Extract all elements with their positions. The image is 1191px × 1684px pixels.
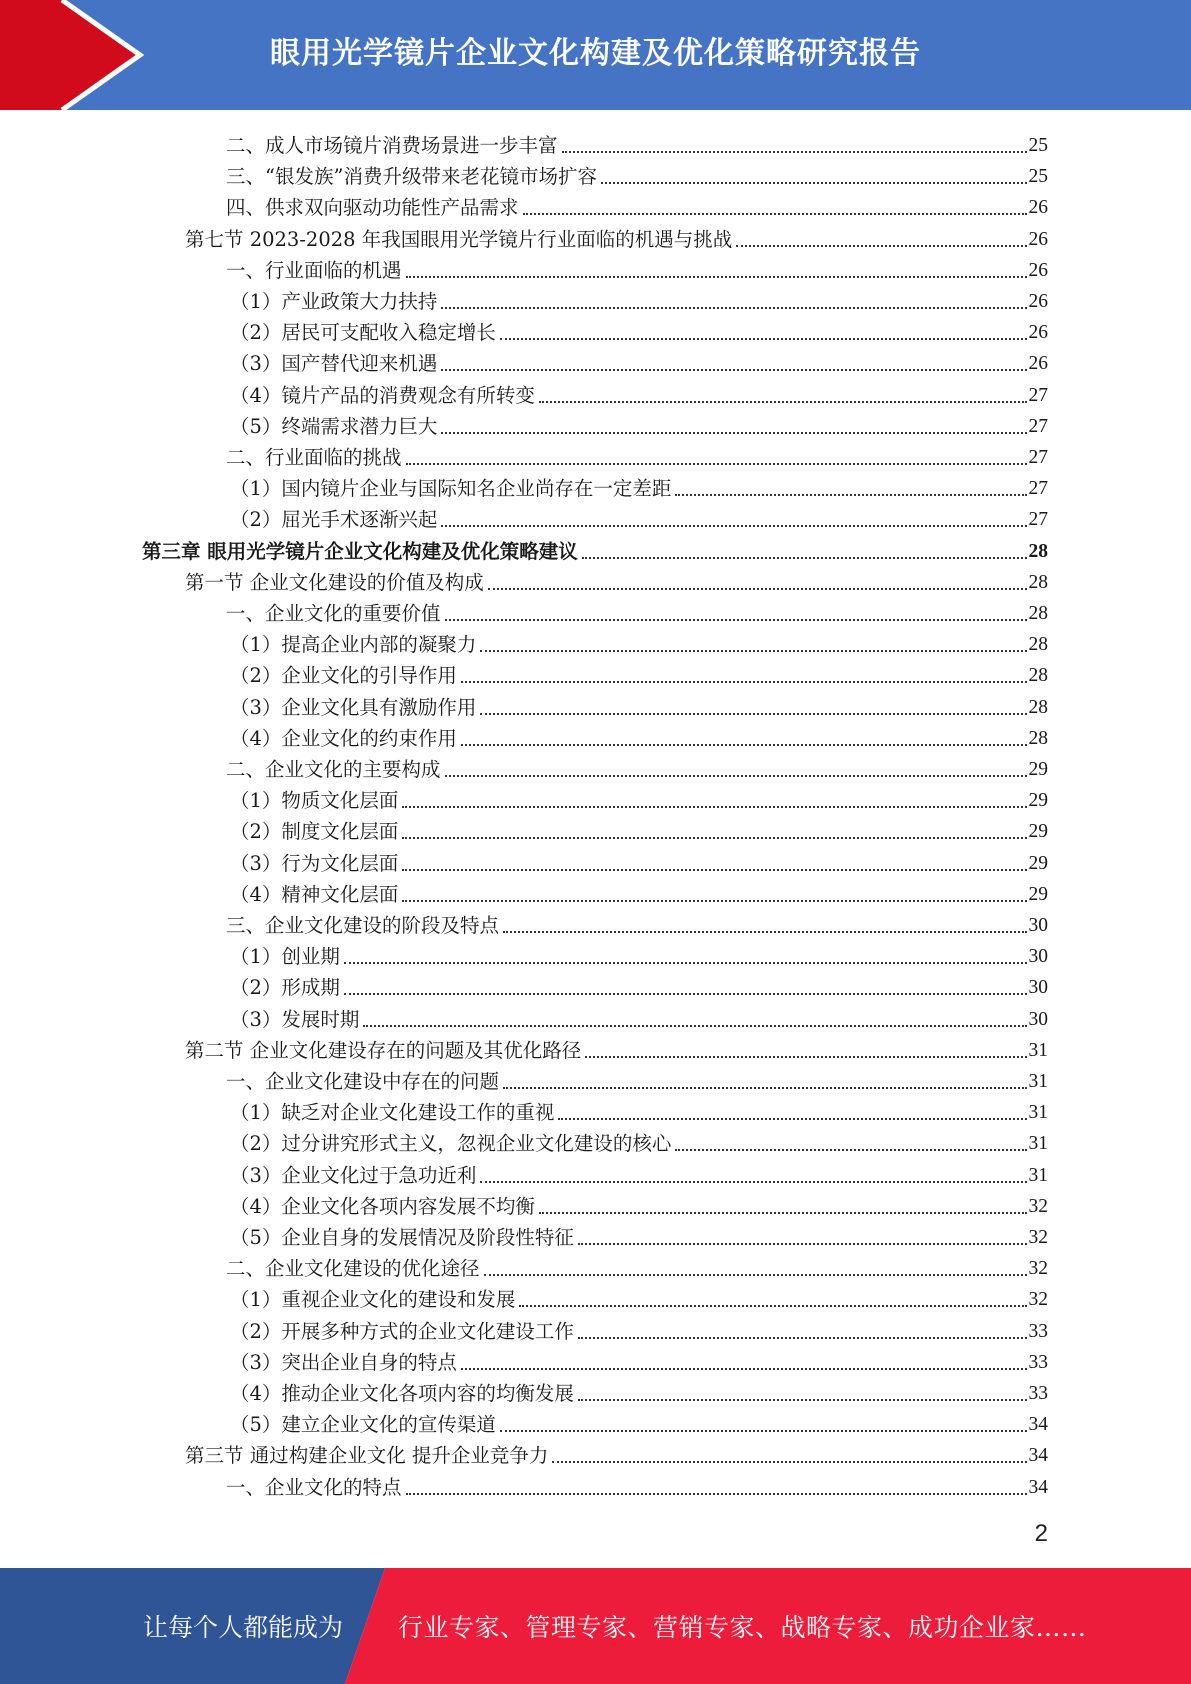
toc-leader-dots bbox=[503, 1087, 1026, 1089]
toc-leader-dots bbox=[585, 1056, 1026, 1058]
toc-entry-title: （1）提高企业内部的凝聚力 bbox=[230, 633, 477, 657]
toc-entry-title: （5）建立企业文化的宣传渠道 bbox=[230, 1413, 496, 1437]
toc-leader-dots bbox=[500, 338, 1027, 340]
toc-entry-title: 第二节 企业文化建设存在的问题及其优化路径 bbox=[185, 1038, 582, 1062]
toc-entry-title: （4）推动企业文化各项内容的均衡发展 bbox=[230, 1382, 574, 1405]
toc-entry-title: （1）产业政策大力扶持 bbox=[230, 290, 438, 313]
toc-entry[interactable] bbox=[226, 1063, 1048, 1094]
toc-entry-title: （3）国产替代迎来机遇 bbox=[230, 352, 438, 376]
toc-entry[interactable] bbox=[230, 938, 1048, 969]
toc-leader-dots bbox=[441, 432, 1026, 434]
toc-entry[interactable] bbox=[230, 1344, 1048, 1375]
toc-leader-dots bbox=[344, 962, 1027, 964]
toc-entry[interactable] bbox=[226, 907, 1048, 938]
toc-leader-dots bbox=[582, 557, 1027, 559]
toc-entry-title: （2）制度文化层面 bbox=[230, 820, 399, 844]
toc-page-number: 31 bbox=[1028, 1071, 1048, 1092]
toc-leader-dots bbox=[552, 1461, 1026, 1463]
toc-page-number: 33 bbox=[1028, 1383, 1048, 1404]
page-number: 2 bbox=[1034, 1520, 1048, 1547]
toc-entry[interactable] bbox=[230, 1281, 1048, 1312]
toc-leader-dots bbox=[441, 369, 1026, 371]
toc-entry-title: （1）缺乏对企业文化建设工作的重视 bbox=[230, 1101, 555, 1125]
toc-page-number: 30 bbox=[1028, 946, 1048, 968]
toc-entry[interactable] bbox=[230, 283, 1048, 314]
toc-page-number: 34 bbox=[1028, 1414, 1048, 1436]
toc-leader-dots bbox=[675, 1149, 1026, 1151]
toc-page-number: 26 bbox=[1028, 322, 1048, 344]
toc-entry-title: 一、企业文化建设中存在的问题 bbox=[226, 1070, 500, 1093]
toc-leader-dots bbox=[461, 1368, 1027, 1370]
toc-entry-title: 三、“银发族”消费升级带来老花镜市场扩容 bbox=[226, 165, 597, 189]
toc-leader-dots bbox=[578, 1399, 1027, 1401]
toc-leader-dots bbox=[562, 151, 1027, 153]
toc-leader-dots bbox=[578, 1337, 1027, 1339]
toc-leader-dots bbox=[402, 869, 1026, 871]
toc-leader-dots bbox=[503, 931, 1026, 933]
toc-entry[interactable] bbox=[230, 626, 1048, 657]
toc-page-number: 26 bbox=[1028, 259, 1048, 281]
toc-entry[interactable] bbox=[230, 720, 1048, 751]
toc-entry-title: （2）形成期 bbox=[230, 976, 340, 1000]
toc-entry[interactable] bbox=[230, 813, 1048, 844]
toc-leader-dots bbox=[480, 650, 1026, 652]
toc-entry[interactable] bbox=[230, 345, 1048, 376]
toc-page-number: 34 bbox=[1028, 1476, 1048, 1498]
toc-page-number: 26 bbox=[1028, 291, 1048, 312]
toc-page-number: 29 bbox=[1028, 790, 1048, 812]
toc-entry-title: （1）重视企业文化的建设和发展 bbox=[230, 1288, 516, 1312]
toc-entry-title: 一、行业面临的机遇 bbox=[226, 258, 402, 282]
toc-entry-title: 第三节 通过构建企业文化 提升企业竞争力 bbox=[185, 1444, 549, 1468]
toc-leader-dots bbox=[480, 713, 1026, 715]
toc-entry[interactable] bbox=[185, 1437, 1048, 1468]
toc-entry[interactable] bbox=[226, 1469, 1048, 1500]
toc-entry-title: （3）突出企业自身的特点 bbox=[230, 1350, 457, 1374]
toc-leader-dots bbox=[461, 744, 1027, 746]
toc-entry[interactable] bbox=[226, 189, 1048, 220]
toc-page-number: 25 bbox=[1028, 135, 1048, 156]
toc-entry[interactable] bbox=[230, 782, 1048, 813]
toc-page-number: 31 bbox=[1028, 1164, 1048, 1186]
toc-entry[interactable] bbox=[226, 595, 1048, 626]
toc-entry[interactable] bbox=[185, 564, 1048, 595]
toc-entry[interactable] bbox=[230, 657, 1048, 688]
toc-entry[interactable] bbox=[230, 1157, 1048, 1188]
toc-page-number: 34 bbox=[1028, 1445, 1048, 1467]
toc-entry-title: （4）企业文化各项内容发展不均衡 bbox=[230, 1194, 535, 1218]
toc-entry-title: （3）行为文化层面 bbox=[230, 851, 399, 875]
toc-leader-dots bbox=[406, 463, 1027, 465]
toc-leader-dots bbox=[539, 401, 1027, 403]
toc-entry-title: （2）开展多种方式的企业文化建设工作 bbox=[230, 1319, 574, 1343]
toc-leader-dots bbox=[406, 276, 1027, 278]
toc-page-number: 26 bbox=[1028, 353, 1048, 375]
toc-page-number: 27 bbox=[1028, 509, 1048, 531]
toc-entry[interactable] bbox=[226, 127, 1048, 158]
toc-page-number: 27 bbox=[1028, 478, 1048, 500]
toc-entry-title: （1）物质文化层面 bbox=[230, 789, 399, 813]
toc-leader-dots bbox=[488, 588, 1027, 590]
toc-page-number: 28 bbox=[1028, 634, 1048, 656]
toc-leader-dots bbox=[675, 494, 1026, 496]
toc-entry[interactable] bbox=[230, 1313, 1048, 1344]
toc-leader-dots bbox=[736, 245, 1026, 247]
toc-entry[interactable] bbox=[230, 845, 1048, 876]
toc-page-number: 25 bbox=[1028, 166, 1048, 188]
toc-entry-title: 二、成人市场镜片消费场景进一步丰富 bbox=[226, 134, 558, 157]
report-title: 眼用光学镜片企业文化构建及优化策略研究报告 bbox=[270, 36, 921, 71]
toc-entry-title: （1）创业期 bbox=[230, 945, 340, 969]
toc-leader-dots bbox=[344, 993, 1027, 995]
toc-page-number: 29 bbox=[1028, 852, 1048, 874]
toc-entry[interactable] bbox=[230, 408, 1048, 439]
toc-leader-dots bbox=[480, 1181, 1026, 1183]
toc-page-number: 31 bbox=[1028, 1133, 1048, 1155]
toc-leader-dots bbox=[406, 1493, 1027, 1495]
toc-leader-dots bbox=[484, 1274, 1027, 1276]
footer-slogan-left: 让每个人都能成为 bbox=[143, 1613, 344, 1642]
toc-entry-title: （5）企业自身的发展情况及阶段性特征 bbox=[230, 1226, 574, 1249]
toc-entry-title: （5）终端需求潜力巨大 bbox=[230, 414, 438, 438]
toc-entry-title: （2）企业文化的引导作用 bbox=[230, 664, 457, 688]
toc-entry[interactable] bbox=[230, 501, 1048, 532]
toc-page-number: 28 bbox=[1028, 571, 1048, 593]
toc-leader-dots bbox=[441, 525, 1026, 527]
toc-entry[interactable] bbox=[230, 876, 1048, 907]
toc-page-number: 28 bbox=[1028, 696, 1048, 718]
toc-leader-dots bbox=[578, 1243, 1027, 1245]
toc-entry-title: 二、行业面临的挑战 bbox=[226, 446, 402, 469]
toc-entry-title: 二、企业文化建设的优化途径 bbox=[226, 1257, 480, 1281]
toc-entry-title: （4）企业文化的约束作用 bbox=[230, 726, 457, 750]
toc-page-number: 29 bbox=[1028, 883, 1048, 905]
toc-page-number: 28 bbox=[1028, 540, 1048, 562]
toc-page-number: 26 bbox=[1028, 228, 1048, 250]
toc-leader-dots bbox=[558, 1118, 1026, 1120]
toc-entry-title: 一、企业文化的特点 bbox=[226, 1475, 402, 1499]
toc-entry-title: （1）国内镜片企业与国际知名企业尚存在一定差距 bbox=[230, 477, 672, 501]
toc-entry[interactable] bbox=[230, 470, 1048, 501]
toc-entry[interactable] bbox=[226, 158, 1048, 189]
toc-page-number: 32 bbox=[1028, 1227, 1048, 1248]
toc-leader-dots bbox=[523, 213, 1027, 215]
toc-entry-title: （2）屈光手术逐渐兴起 bbox=[230, 508, 438, 532]
toc-page-number: 29 bbox=[1028, 759, 1048, 780]
toc-entry[interactable] bbox=[226, 252, 1048, 283]
toc-entry[interactable] bbox=[226, 1250, 1048, 1281]
toc-leader-dots bbox=[402, 806, 1026, 808]
toc-page-number: 33 bbox=[1028, 1351, 1048, 1373]
toc-entry-title: 二、企业文化的主要构成 bbox=[226, 758, 441, 781]
toc-entry[interactable] bbox=[230, 1094, 1048, 1125]
toc-entry[interactable] bbox=[230, 377, 1048, 408]
page-header bbox=[0, 0, 1191, 110]
toc-entry-title: 一、企业文化的重要价值 bbox=[226, 602, 441, 625]
toc-page-number: 27 bbox=[1028, 384, 1048, 406]
toc-entry[interactable] bbox=[230, 1406, 1048, 1437]
toc-entry[interactable] bbox=[230, 1375, 1048, 1406]
toc-entry[interactable] bbox=[226, 439, 1048, 470]
footer-slogan-right: 行业专家、管理专家、营销专家、战略专家、成功企业家…… bbox=[398, 1613, 1087, 1642]
toc-entry[interactable] bbox=[185, 1032, 1048, 1063]
red-arrow-shape bbox=[0, 0, 140, 110]
toc-entry[interactable] bbox=[230, 689, 1048, 720]
toc-entry-title: （4）精神文化层面 bbox=[230, 882, 399, 906]
toc-page-number: 30 bbox=[1028, 977, 1048, 999]
toc-entry-title: （2）过分讲究形式主义，忽视企业文化建设的核心 bbox=[230, 1132, 672, 1156]
toc-page-number: 32 bbox=[1028, 1289, 1048, 1311]
toc-entry-title: 三、企业文化建设的阶段及特点 bbox=[226, 914, 500, 937]
toc-entry-title: （3）企业文化具有激励作用 bbox=[230, 695, 477, 719]
toc-leader-dots bbox=[461, 681, 1027, 683]
toc-entry[interactable] bbox=[230, 1188, 1048, 1219]
toc-entry-title: 四、供求双向驱动功能性产品需求 bbox=[226, 196, 519, 220]
toc-leader-dots bbox=[519, 1305, 1026, 1307]
toc-page-number: 31 bbox=[1028, 1102, 1048, 1124]
toc-leader-dots bbox=[402, 837, 1026, 839]
toc-leader-dots bbox=[601, 182, 1027, 184]
toc-entry-title: （2）居民可支配收入稳定增长 bbox=[230, 321, 496, 345]
toc-entry[interactable] bbox=[230, 1125, 1048, 1156]
toc-entry[interactable] bbox=[142, 533, 1048, 564]
toc-entry[interactable] bbox=[230, 1219, 1048, 1250]
toc-leader-dots bbox=[402, 900, 1026, 902]
toc-page-number: 30 bbox=[1028, 1008, 1048, 1030]
toc-page-number: 31 bbox=[1028, 1039, 1048, 1061]
toc-page-number: 29 bbox=[1028, 821, 1048, 843]
page-footer bbox=[0, 1568, 1191, 1684]
toc-page-number: 32 bbox=[1028, 1195, 1048, 1217]
toc-page-number: 26 bbox=[1028, 197, 1048, 219]
toc-leader-dots bbox=[441, 307, 1026, 309]
toc-entry[interactable] bbox=[230, 969, 1048, 1000]
toc-leader-dots bbox=[539, 1212, 1027, 1214]
toc-page-number: 27 bbox=[1028, 415, 1048, 437]
toc-entry-title: （3）发展时期 bbox=[230, 1007, 360, 1031]
toc-leader-dots bbox=[500, 1430, 1027, 1432]
toc-page-number: 30 bbox=[1028, 915, 1048, 936]
toc-page-number: 27 bbox=[1028, 447, 1048, 468]
toc-entry-title: （3）企业文化过于急功近利 bbox=[230, 1163, 477, 1187]
toc-entry[interactable] bbox=[226, 751, 1048, 782]
toc-entry-title: 第一节 企业文化建设的价值及构成 bbox=[185, 570, 484, 594]
toc-entry-title: 第七节 2023-2028 年我国眼用光学镜片行业面临的机遇与挑战 bbox=[185, 227, 733, 251]
toc-entry[interactable] bbox=[185, 221, 1048, 252]
toc-page-number: 28 bbox=[1028, 727, 1048, 749]
toc-entry[interactable] bbox=[230, 314, 1048, 345]
toc-leader-dots bbox=[363, 1025, 1026, 1027]
toc-page-number: 32 bbox=[1028, 1258, 1048, 1280]
toc-leader-dots bbox=[445, 775, 1027, 777]
toc-entry-title: （4）镜片产品的消费观念有所转变 bbox=[230, 383, 535, 407]
toc-page-number: 33 bbox=[1028, 1320, 1048, 1342]
toc-page-number: 28 bbox=[1028, 603, 1048, 624]
toc-entry[interactable] bbox=[230, 1001, 1048, 1032]
toc-entry-title: 第三章 眼用光学镜片企业文化构建及优化策略建议 bbox=[142, 539, 578, 563]
toc-page-number: 28 bbox=[1028, 665, 1048, 687]
toc-leader-dots bbox=[445, 619, 1027, 621]
